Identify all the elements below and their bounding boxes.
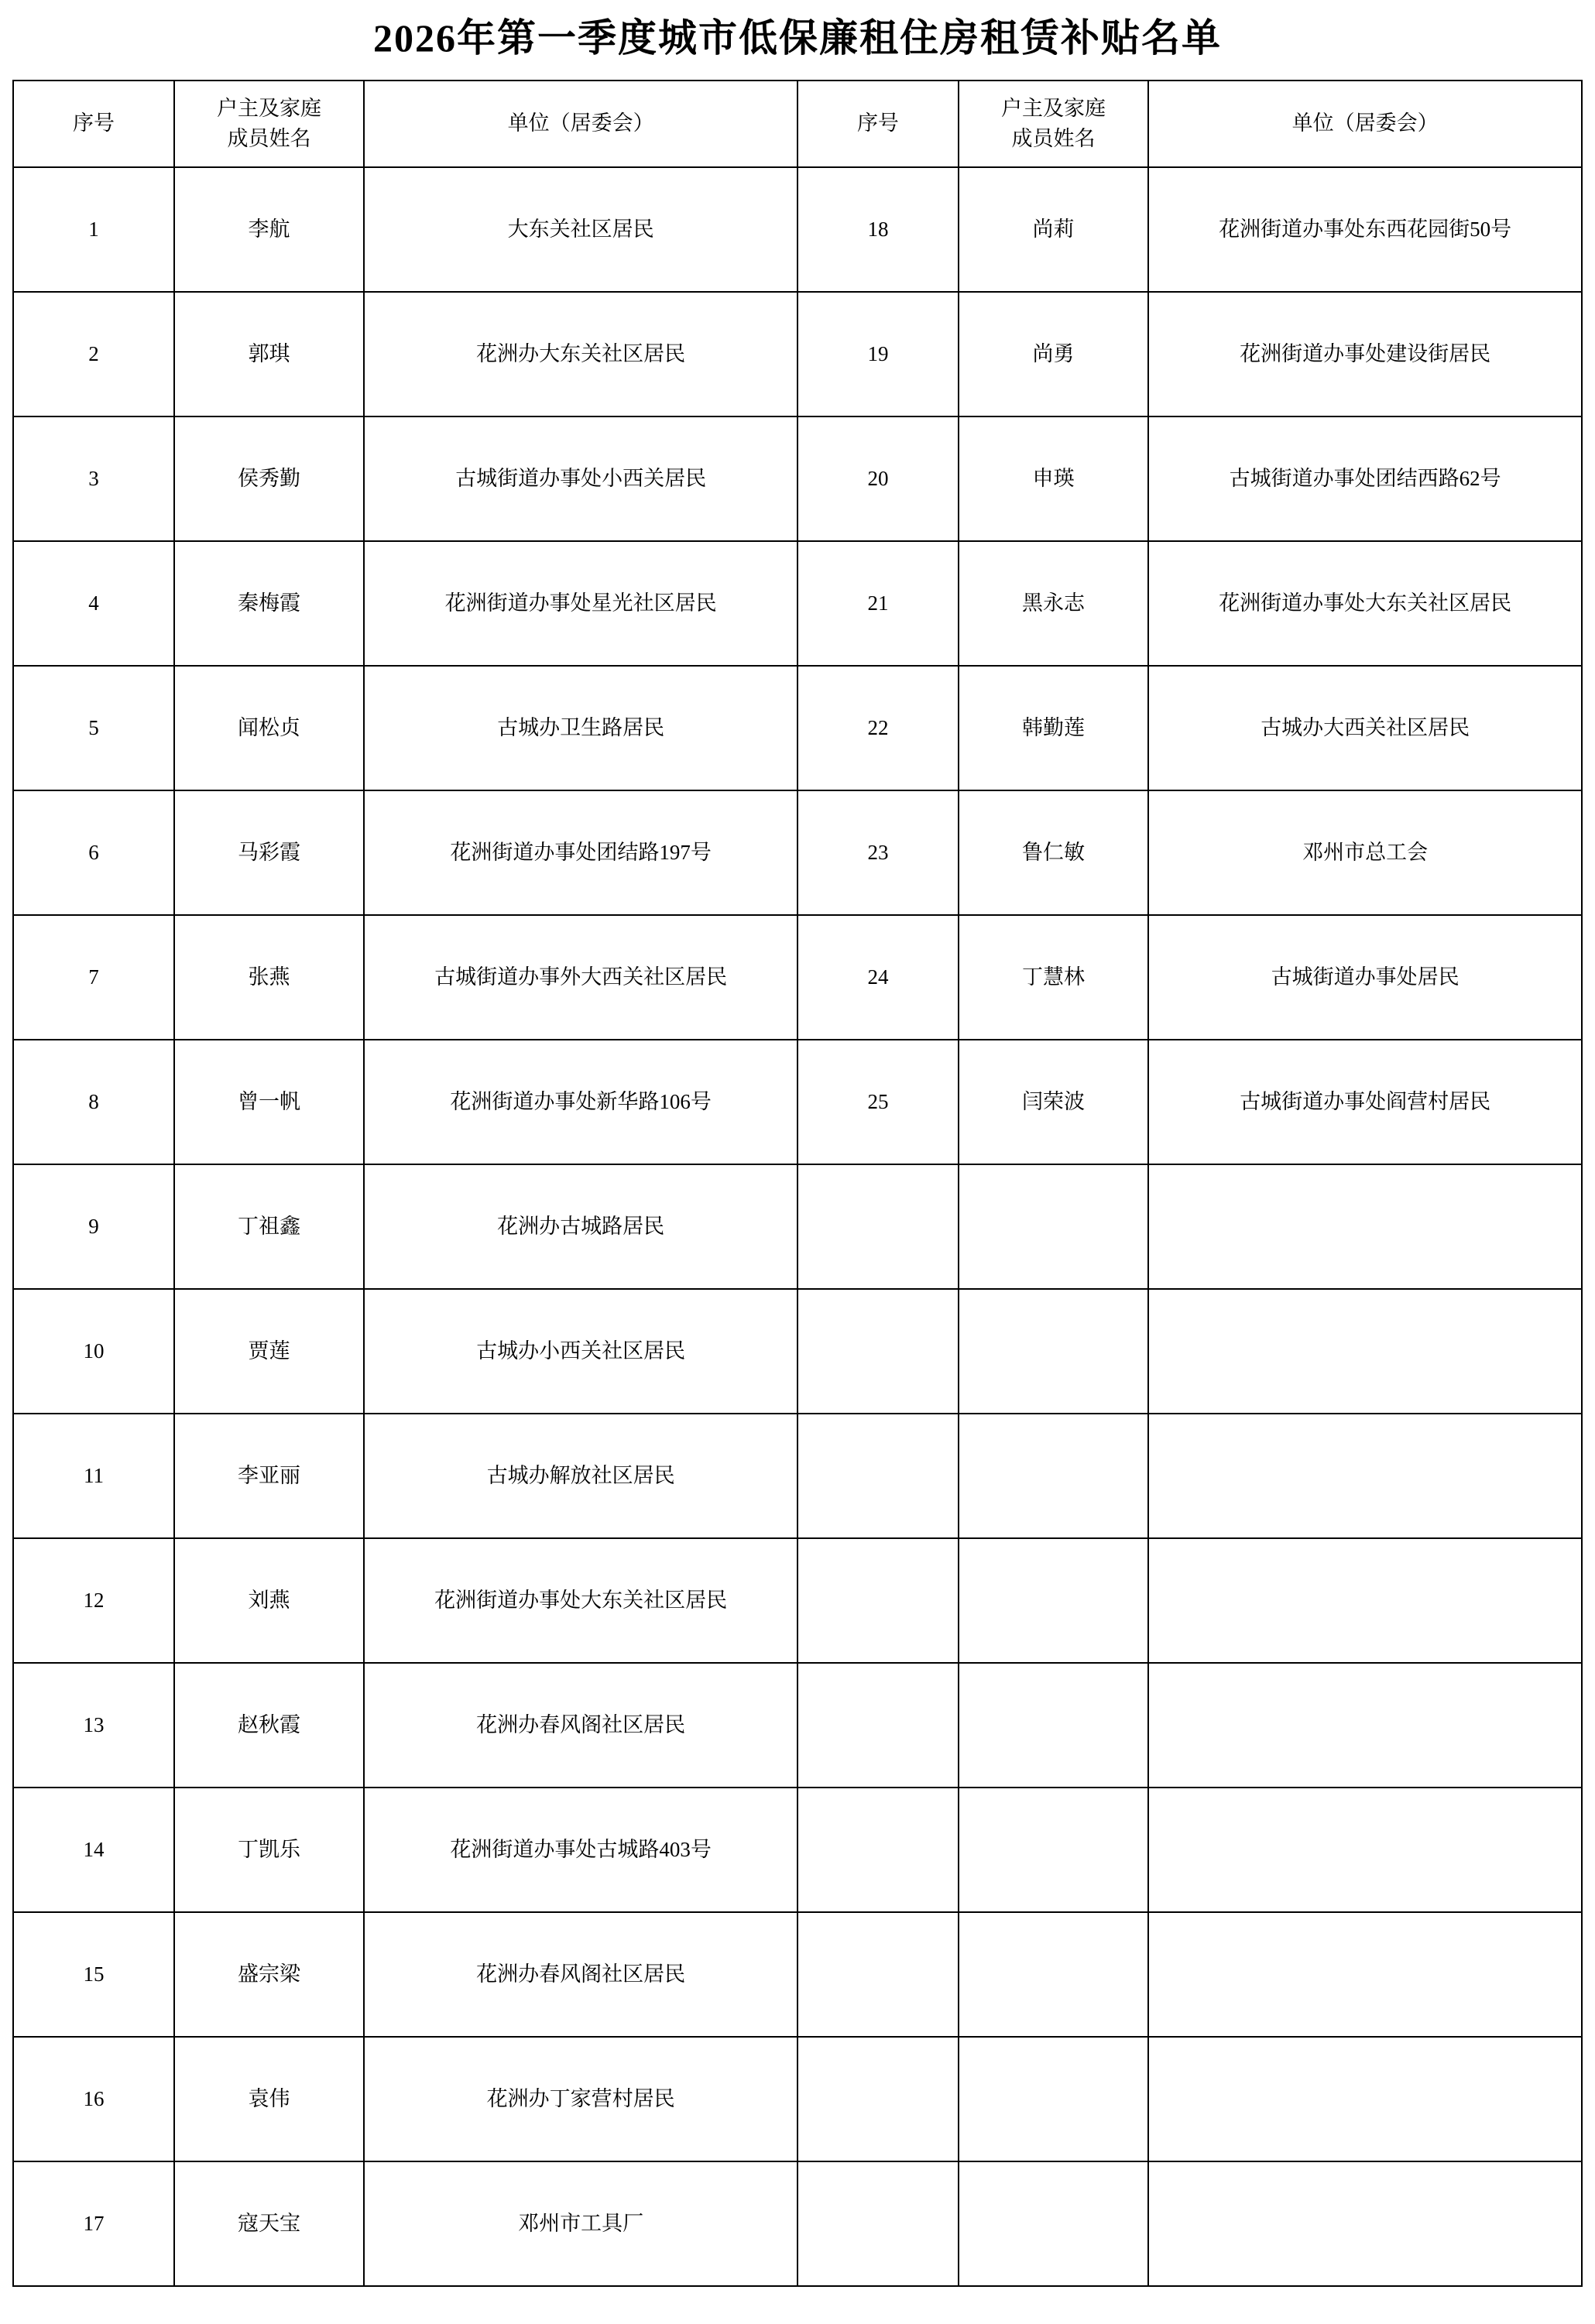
column-header-name-left-line2: 成员姓名 [227, 127, 311, 150]
cell-unit-right: 邓州市总工会 [1148, 790, 1582, 915]
cell-name-left: 赵秋霞 [174, 1663, 364, 1788]
cell-unit-left: 花洲街道办事处古城路403号 [364, 1788, 798, 1912]
cell-index-right [798, 2037, 959, 2161]
cell-index-left: 6 [13, 790, 174, 915]
cell-name-right [959, 2161, 1148, 2286]
table-row [13, 1912, 1582, 2037]
cell-name-right [959, 2037, 1148, 2161]
cell-index-left: 2 [13, 292, 174, 416]
table-header-row [13, 81, 1582, 167]
cell-index-right [798, 1663, 959, 1788]
cell-name-left: 贾莲 [174, 1289, 364, 1414]
cell-index-right: 20 [798, 416, 959, 541]
column-header-name-left-line1: 户主及家庭 [217, 96, 322, 120]
cell-unit-right: 古城办大西关社区居民 [1148, 666, 1582, 790]
cell-index-right: 22 [798, 666, 959, 790]
cell-name-left: 闻松贞 [174, 666, 364, 790]
column-header-name-right [959, 81, 1148, 167]
table-row [13, 2037, 1582, 2161]
column-header-name-left [174, 81, 364, 167]
cell-name-left: 李亚丽 [174, 1414, 364, 1538]
cell-name-right: 韩勤莲 [959, 666, 1148, 790]
column-header-unit-left: 单位（居委会） [364, 81, 798, 167]
cell-unit-right: 古城街道办事处团结西路62号 [1148, 416, 1582, 541]
cell-unit-left: 花洲办古城路居民 [364, 1164, 798, 1289]
cell-index-left: 3 [13, 416, 174, 541]
cell-name-left: 丁祖鑫 [174, 1164, 364, 1289]
cell-index-right [798, 1164, 959, 1289]
cell-index-right [798, 1912, 959, 2037]
cell-unit-right [1148, 1788, 1582, 1912]
cell-name-left: 张燕 [174, 915, 364, 1040]
cell-index-right [798, 2161, 959, 2286]
cell-name-left: 盛宗梁 [174, 1912, 364, 2037]
cell-index-right [798, 1788, 959, 1912]
subsidy-list-table [12, 80, 1583, 2287]
cell-index-right: 25 [798, 1040, 959, 1164]
cell-unit-left: 花洲办丁家营村居民 [364, 2037, 798, 2161]
cell-index-left: 14 [13, 1788, 174, 1912]
cell-name-right [959, 1289, 1148, 1414]
cell-index-right: 23 [798, 790, 959, 915]
cell-unit-left: 花洲办大东关社区居民 [364, 292, 798, 416]
table-row [13, 666, 1582, 790]
cell-unit-left: 花洲街道办事处星光社区居民 [364, 541, 798, 666]
table-body [13, 167, 1582, 2286]
cell-name-right [959, 1538, 1148, 1663]
table-row [13, 1663, 1582, 1788]
table-row [13, 2161, 1582, 2286]
cell-unit-left: 古城办卫生路居民 [364, 666, 798, 790]
cell-unit-right: 花洲街道办事处大东关社区居民 [1148, 541, 1582, 666]
table-row [13, 1538, 1582, 1663]
cell-unit-right [1148, 1663, 1582, 1788]
cell-name-left: 曾一帆 [174, 1040, 364, 1164]
cell-unit-left: 花洲街道办事处团结路197号 [364, 790, 798, 915]
table-row [13, 292, 1582, 416]
table-row [13, 915, 1582, 1040]
cell-index-right: 24 [798, 915, 959, 1040]
cell-unit-left: 花洲办春风阁社区居民 [364, 1663, 798, 1788]
cell-index-right: 21 [798, 541, 959, 666]
cell-index-left: 13 [13, 1663, 174, 1788]
cell-index-right [798, 1289, 959, 1414]
table-row [13, 790, 1582, 915]
cell-unit-left: 花洲街道办事处新华路106号 [364, 1040, 798, 1164]
cell-index-left: 10 [13, 1289, 174, 1414]
cell-index-left: 11 [13, 1414, 174, 1538]
cell-unit-left: 邓州市工具厂 [364, 2161, 798, 2286]
cell-unit-right: 花洲街道办事处东西花园街50号 [1148, 167, 1582, 292]
cell-name-right: 尚莉 [959, 167, 1148, 292]
table-header [13, 81, 1582, 167]
cell-name-right [959, 1912, 1148, 2037]
cell-unit-left: 花洲街道办事处大东关社区居民 [364, 1538, 798, 1663]
cell-index-right: 18 [798, 167, 959, 292]
cell-name-left: 李航 [174, 167, 364, 292]
cell-name-right [959, 1164, 1148, 1289]
cell-unit-right [1148, 2037, 1582, 2161]
cell-index-right [798, 1538, 959, 1663]
cell-index-left: 8 [13, 1040, 174, 1164]
cell-name-left: 郭琪 [174, 292, 364, 416]
cell-name-right: 黑永志 [959, 541, 1148, 666]
cell-unit-right [1148, 1414, 1582, 1538]
cell-unit-right: 古城街道办事处居民 [1148, 915, 1582, 1040]
table-row [13, 1040, 1582, 1164]
cell-index-left: 15 [13, 1912, 174, 2037]
cell-unit-right [1148, 2161, 1582, 2286]
cell-index-left: 5 [13, 666, 174, 790]
cell-index-left: 1 [13, 167, 174, 292]
cell-index-left: 4 [13, 541, 174, 666]
cell-name-left: 寇天宝 [174, 2161, 364, 2286]
cell-name-left: 秦梅霞 [174, 541, 364, 666]
table-row [13, 541, 1582, 666]
column-header-name-right-line2: 成员姓名 [1011, 127, 1096, 150]
table-row [13, 1414, 1582, 1538]
cell-unit-left: 花洲办春风阁社区居民 [364, 1912, 798, 2037]
cell-index-left: 7 [13, 915, 174, 1040]
column-header-unit-right: 单位（居委会） [1148, 81, 1582, 167]
cell-unit-left: 古城街道办事处小西关居民 [364, 416, 798, 541]
table-row [13, 1164, 1582, 1289]
cell-name-right [959, 1414, 1148, 1538]
cell-index-left: 9 [13, 1164, 174, 1289]
cell-unit-right [1148, 1538, 1582, 1663]
column-header-index-left: 序号 [13, 81, 174, 167]
cell-unit-right [1148, 1164, 1582, 1289]
cell-unit-left: 大东关社区居民 [364, 167, 798, 292]
table-row [13, 1788, 1582, 1912]
cell-name-right: 闫荣波 [959, 1040, 1148, 1164]
cell-name-right: 鲁仁敏 [959, 790, 1148, 915]
cell-index-left: 12 [13, 1538, 174, 1663]
cell-name-left: 袁伟 [174, 2037, 364, 2161]
cell-unit-right: 花洲街道办事处建设街居民 [1148, 292, 1582, 416]
cell-unit-left: 古城办解放社区居民 [364, 1414, 798, 1538]
cell-name-left: 侯秀勤 [174, 416, 364, 541]
cell-name-right [959, 1788, 1148, 1912]
table-row [13, 1289, 1582, 1414]
cell-name-left: 马彩霞 [174, 790, 364, 915]
cell-unit-right [1148, 1289, 1582, 1414]
column-header-index-right: 序号 [798, 81, 959, 167]
cell-index-right [798, 1414, 959, 1538]
cell-unit-left: 古城街道办事外大西关社区居民 [364, 915, 798, 1040]
table-row [13, 416, 1582, 541]
cell-name-right: 申瑛 [959, 416, 1148, 541]
page-title: 2026年第一季度城市低保廉租住房租赁补贴名单 [373, 16, 1222, 60]
cell-name-right: 尚勇 [959, 292, 1148, 416]
cell-name-right: 丁慧林 [959, 915, 1148, 1040]
cell-unit-right: 古城街道办事处阎营村居民 [1148, 1040, 1582, 1164]
cell-unit-right [1148, 1912, 1582, 2037]
cell-index-right: 19 [798, 292, 959, 416]
cell-index-left: 17 [13, 2161, 174, 2286]
cell-name-right [959, 1663, 1148, 1788]
cell-unit-left: 古城办小西关社区居民 [364, 1289, 798, 1414]
table-row [13, 167, 1582, 292]
cell-name-left: 刘燕 [174, 1538, 364, 1663]
column-header-name-right-line1: 户主及家庭 [1001, 96, 1106, 120]
cell-index-left: 16 [13, 2037, 174, 2161]
cell-name-left: 丁凯乐 [174, 1788, 364, 1912]
